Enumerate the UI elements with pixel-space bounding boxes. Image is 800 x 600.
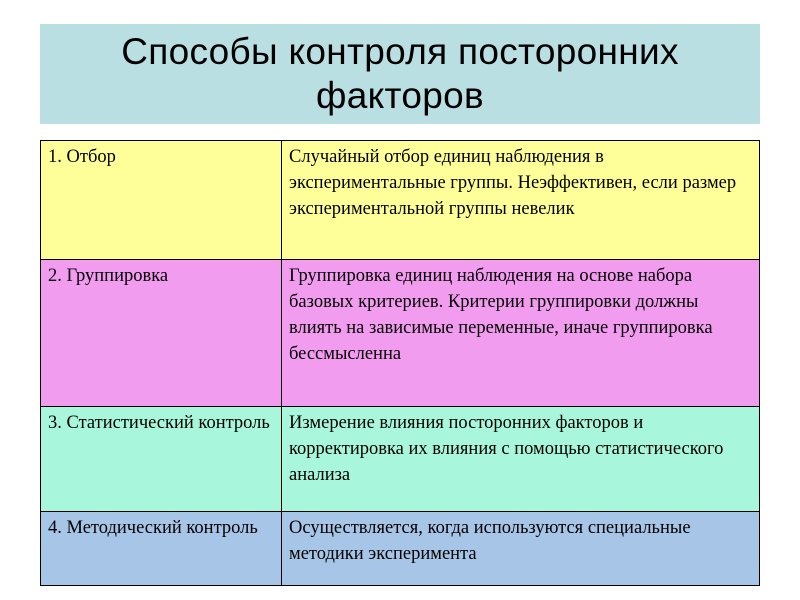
description-cell: Измерение влияния посторонних факторов и корректировка их влияния с помощью статистического анализа (282, 407, 760, 512)
method-cell: 1. Отбор (41, 141, 282, 260)
table-row (41, 141, 760, 260)
description-cell: Группировка единиц наблюдения на основе набора базовых критериев. Критерии группировки должны влиять на зависимые переменные, иначе группировка бессмысленна (282, 260, 760, 407)
table-row (41, 512, 760, 586)
method-cell: 3. Статистический контроль (41, 407, 282, 512)
description-cell: Осуществляется, когда используются специальные методики эксперимента (282, 512, 760, 586)
title-banner (40, 24, 760, 124)
methods-table (40, 140, 760, 586)
slide-title: Способы контроля посторонних факторов (121, 31, 679, 116)
description-cell: Случайный отбор единиц наблюдения в экспериментальные группы. Неэффективен, если размер экспериментальной группы невелик (282, 141, 760, 260)
table-row (41, 407, 760, 512)
method-cell: 2. Группировка (41, 260, 282, 407)
method-cell: 4. Методический контроль (41, 512, 282, 586)
table-row (41, 260, 760, 407)
